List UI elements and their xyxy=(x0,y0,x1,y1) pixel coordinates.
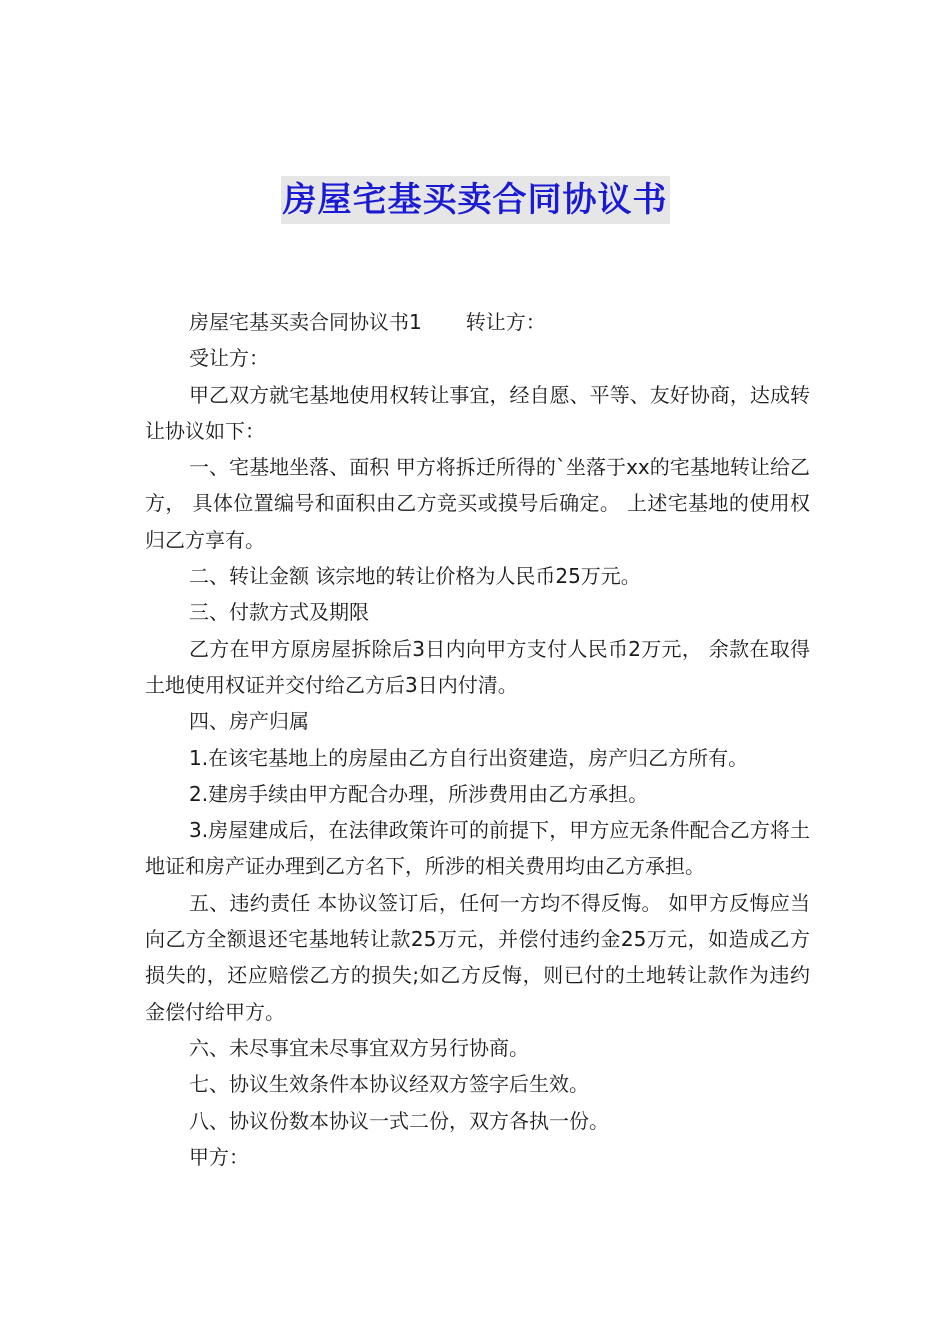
paragraph: 一、宅基地坐落、面积 甲方将拆迁所得的`坐落于xx的宅基地转让给乙方， 具体位置编号和面积由乙方竞买或摸号后确定。 上述宅基地的使用权归乙方享有。 xyxy=(145,455,810,552)
paragraph: 二、转让金额 该宗地的转让价格为人民币25万元。 xyxy=(189,564,641,589)
document-body xyxy=(145,304,810,1175)
title-container xyxy=(0,176,950,224)
paragraph: 五、违约责任 本协议签订后，任何一方均不得反悔。 如甲方反悔应当向乙方全额退还宅基地转让款25万元，并偿付违约金25万元，如造成乙方损失的，还应赔偿乙方的损失;如乙方反悔，则已付的土地转让款作为违约金偿付给甲方。 xyxy=(145,890,810,1024)
paragraph: 六、未尽事宜未尽事宜双方另行协商。 xyxy=(189,1035,529,1060)
paragraph: 1.在该宅基地上的房屋由乙方自行出资建造，房产归乙方所有。 xyxy=(189,745,749,770)
paragraph: 四、房产归属 xyxy=(189,709,309,734)
paragraph: 受让方： xyxy=(189,346,269,371)
paragraph-text: 转让方： xyxy=(465,310,546,334)
paragraph: 乙方在甲方原房屋拆除后3日内向甲方支付人民币2万元， 余款在取得土地使用权证并交付给乙方后3日内付清。 xyxy=(145,636,810,697)
paragraph: 甲乙双方就宅基地使用权转让事宜，经自愿、平等、友好协商，达成转让协议如下： xyxy=(145,382,810,443)
paragraph xyxy=(145,304,810,340)
paragraph: 3.房屋建成后，在法律政策许可的前提下，甲方应无条件配合乙方将土地证和房产证办理到乙方名下，所涉的相关费用均由乙方承担。 xyxy=(145,818,810,879)
document-title: 房屋宅基买卖合同协议书 xyxy=(281,176,670,224)
paragraph: 三、付款方式及期限 xyxy=(189,600,369,625)
paragraph-text: 房屋宅基买卖合同协议书1 xyxy=(189,310,422,334)
paragraph: 八、协议份数本协议一式二份，双方各执一份。 xyxy=(189,1108,609,1133)
paragraph: 甲方： xyxy=(189,1144,249,1169)
paragraph: 2.建房手续由甲方配合办理，所涉费用由乙方承担。 xyxy=(189,781,649,806)
paragraph: 七、协议生效条件本协议经双方签字后生效。 xyxy=(189,1072,589,1097)
